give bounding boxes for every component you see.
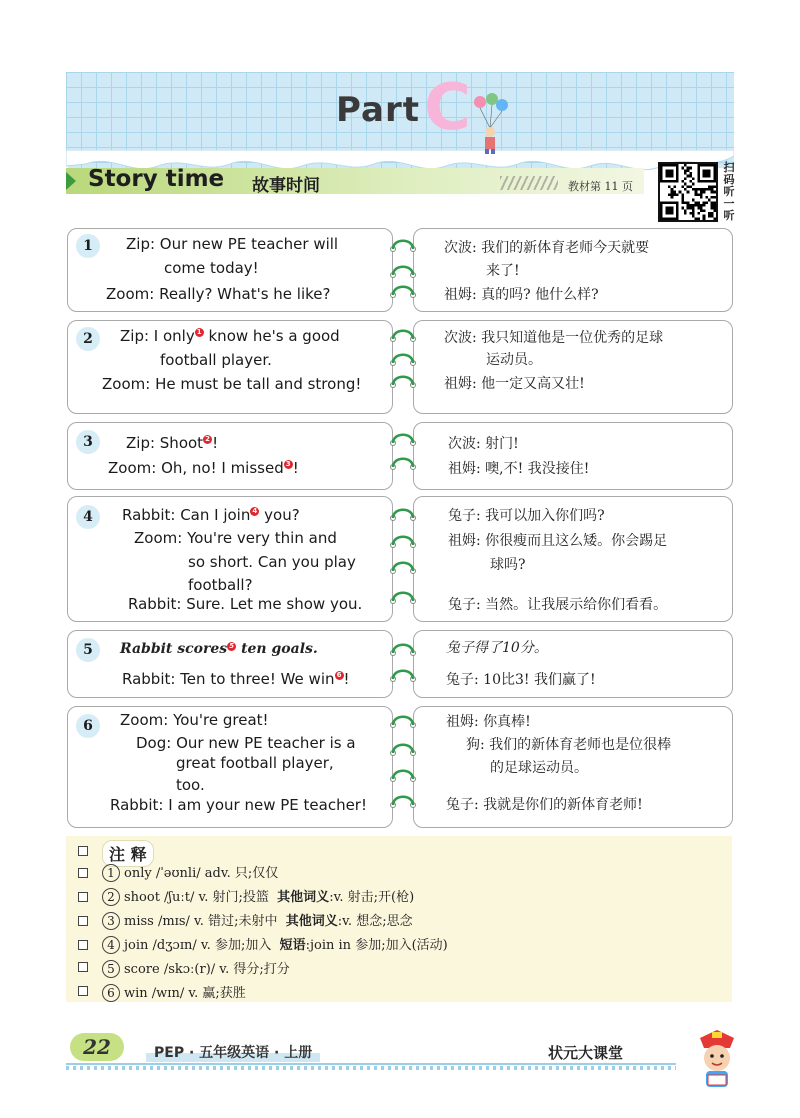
dialogue-line: football player. [160, 351, 272, 369]
checkbox[interactable] [78, 846, 88, 856]
note-number: 2 [102, 888, 120, 906]
footer-rule [66, 1063, 676, 1065]
footnote-mark: 3 [284, 460, 293, 469]
binder-ring [390, 740, 416, 766]
dialogue-line: Zoom: You're great! [120, 711, 269, 729]
brand-name: 状元大课堂 [548, 1044, 624, 1062]
checkbox[interactable] [78, 940, 88, 950]
dialogue-line: Rabbit: Can I join 4 you? [122, 506, 300, 524]
translation-line: 祖姆: 真的吗? 他什么样? [444, 287, 599, 303]
footnote-mark: 1 [195, 328, 204, 337]
binder-ring [390, 282, 416, 308]
note-item: 5 score /skɔː(r)/ v. 得分;打分 [102, 958, 290, 978]
story-time-title-cn: 故事时间 [252, 176, 320, 196]
translation-line: 次波: 射门! [448, 436, 519, 452]
binder-ring [390, 454, 416, 480]
page-number: 22 [70, 1033, 124, 1061]
translation-line: 的足球运动员。 [490, 760, 588, 776]
dialogue-line: great football player, [176, 754, 334, 772]
translation-line: 兔子: 我可以加入你们吗? [448, 508, 605, 524]
note-item: 3 miss /mɪs/ v. 错过;未射中 其他词义:v. 想念;思念 [102, 910, 413, 930]
footnote-mark: 2 [203, 435, 212, 444]
panel-number: 1 [76, 234, 100, 258]
notes-title: 注 释 [102, 840, 154, 867]
dialogue-line: Zip: Our new PE teacher will [126, 235, 339, 253]
panel-number: 6 [76, 714, 100, 738]
balloon-kid-illustration [470, 92, 512, 154]
dialogue-line: Zip: I only 1 know he's a good [120, 327, 340, 345]
translation-line: 次波: 我只知道他是一位优秀的足球 [444, 330, 664, 346]
qr-code[interactable] [658, 162, 718, 222]
part-letter: C [424, 71, 471, 145]
translation-line: 祖姆: 你真棒! [446, 714, 531, 730]
binder-ring [390, 558, 416, 584]
note-item: 2 shoot /ʃuːt/ v. 射门;投篮 其他词义:v. 射击;开(枪) [102, 886, 414, 906]
binder-ring [390, 766, 416, 792]
dialogue-line: Zoom: Really? What's he like? [106, 285, 331, 303]
binder-ring [390, 792, 416, 818]
note-item: 4 join /dʒɔɪn/ v. 参加;加入 短语:join in 参加;加入(活动) [102, 934, 448, 954]
note-number: 5 [102, 960, 120, 978]
narration-translation: 兔子得了10分。 [446, 640, 548, 656]
book-title: PEP · 五年级英语 · 上册 [146, 1042, 320, 1062]
note-number: 6 [102, 984, 120, 1002]
dialogue-line: Zoom: Oh, no! I missed 3 ! [108, 459, 299, 477]
binder-ring [390, 666, 416, 692]
panel-number: 5 [76, 638, 100, 662]
binder-ring [390, 430, 416, 456]
panel-number: 2 [76, 327, 100, 351]
binder-ring [390, 505, 416, 531]
translation-line: 来了! [486, 263, 520, 279]
binder-ring [390, 236, 416, 262]
story-bar-arrow [66, 172, 76, 190]
translation-line: 运动员。 [486, 352, 542, 368]
binder-ring [390, 640, 416, 666]
dialogue-line: football? [188, 576, 253, 594]
dialogue-line: come today! [164, 259, 259, 277]
translation-line: 兔子: 我就是你们的新体育老师! [446, 797, 643, 813]
note-item: 6 win /wɪn/ v. 赢;获胜 [102, 982, 246, 1002]
part-title: Part [336, 90, 420, 130]
note-number: 1 [102, 864, 120, 882]
scan-to-listen-label: 扫 码 听 一 听 [723, 161, 735, 222]
dialogue-line: Dog: Our new PE teacher is a [136, 734, 356, 752]
decorative-stripes [500, 176, 558, 190]
dialogue-line: Rabbit: Sure. Let me show you. [128, 595, 363, 613]
footer-dots [66, 1066, 676, 1070]
note-item: 1 only /ˈəʊnli/ adv. 只;仅仅 [102, 862, 278, 882]
footnote-mark: 5 [227, 642, 236, 651]
translation-line: 球吗? [490, 557, 526, 573]
dialogue-line: Zoom: You're very thin and [134, 529, 337, 547]
binder-ring [390, 326, 416, 352]
binder-ring [390, 588, 416, 614]
translation-line: 祖姆: 噢,不! 我没接住! [448, 461, 590, 477]
translation-line: 兔子: 当然。让我展示给你们看看。 [448, 597, 668, 613]
narration-line: Rabbit scores 5 ten goals. [120, 641, 318, 657]
dialogue-line: so short. Can you play [188, 553, 356, 571]
dialogue-line: Rabbit: Ten to three! We win 6 ! [122, 670, 350, 688]
translation-line: 狗: 我们的新体育老师也是位很棒 [466, 737, 672, 753]
textbook-page-reference: 教材第 11 页 [568, 180, 633, 193]
checkbox[interactable] [78, 892, 88, 902]
binder-ring [390, 372, 416, 398]
checkbox[interactable] [78, 986, 88, 996]
note-number: 4 [102, 936, 120, 954]
dialogue-line: Rabbit: I am your new PE teacher! [110, 796, 367, 814]
dialogue-line: Zoom: He must be tall and strong! [102, 375, 362, 393]
mascot-illustration [690, 1028, 744, 1090]
footnote-mark: 6 [335, 671, 344, 680]
dialogue-line: Zip: Shoot 2 ! [126, 434, 219, 452]
dialogue-line: too. [176, 776, 205, 794]
panel-number: 3 [76, 430, 100, 454]
story-time-title: Story time [88, 166, 225, 192]
translation-line: 祖姆: 他一定又高又壮! [444, 376, 585, 392]
checkbox[interactable] [78, 868, 88, 878]
translation-line: 祖姆: 你很瘦而且这么矮。你会踢足 [448, 533, 668, 549]
checkbox[interactable] [78, 962, 88, 972]
binder-ring [390, 532, 416, 558]
footnote-mark: 4 [250, 507, 259, 516]
translation-line: 兔子: 10比3! 我们赢了! [446, 672, 596, 688]
binder-ring [390, 712, 416, 738]
panel-number: 4 [76, 505, 100, 529]
note-number: 3 [102, 912, 120, 930]
checkbox[interactable] [78, 916, 88, 926]
translation-line: 次波: 我们的新体育老师今天就要 [444, 240, 650, 256]
